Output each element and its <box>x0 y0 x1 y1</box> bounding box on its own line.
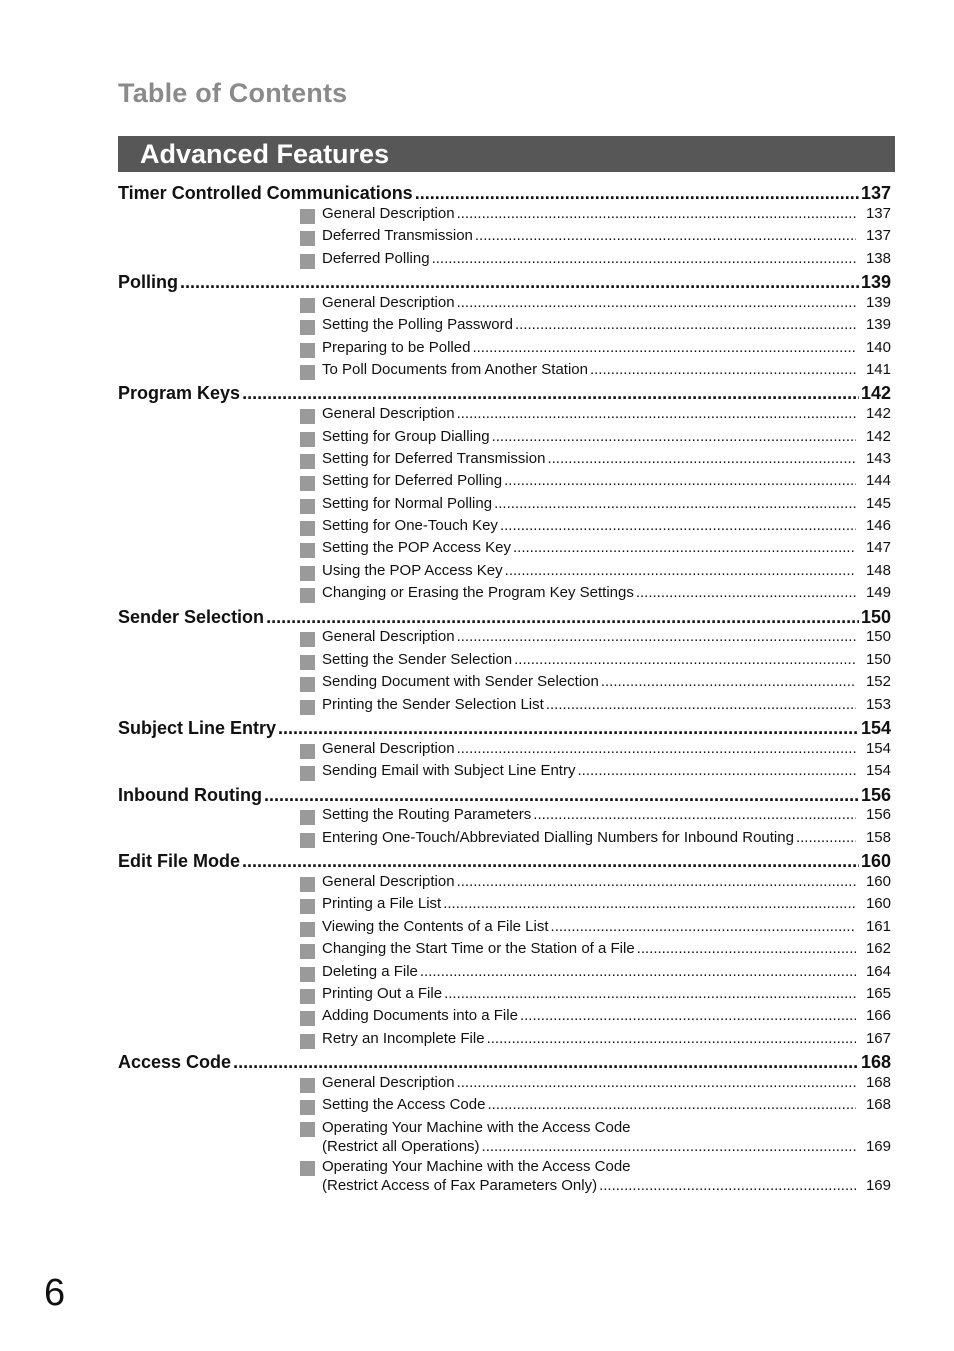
toc-subentry[interactable] <box>300 428 891 450</box>
bullet-square-icon <box>300 700 315 715</box>
dot-leader <box>233 1052 859 1073</box>
toc-subentry[interactable] <box>300 294 891 316</box>
toc-subentry[interactable] <box>300 472 891 494</box>
section-title: Program Keys <box>118 383 241 404</box>
subentry-page-number: 139 <box>865 293 891 311</box>
subentry-title: General Description <box>322 204 455 222</box>
subentry-page-number: 142 <box>865 427 891 445</box>
subentry-title: Setting for One-Touch Key <box>322 517 498 535</box>
bullet-square-icon <box>300 833 315 848</box>
dot-leader <box>590 361 856 378</box>
subentry-title: General Description <box>322 628 455 646</box>
toc-subentry[interactable] <box>300 562 891 584</box>
bullet-square-icon <box>300 521 315 536</box>
toc-subentry[interactable] <box>300 696 891 718</box>
section-page-number: 142 <box>860 383 891 404</box>
toc-subentry[interactable] <box>300 651 891 673</box>
dot-leader <box>482 1138 856 1155</box>
subentry-page-number: 150 <box>865 650 891 668</box>
section-title: Subject Line Entry <box>118 718 277 738</box>
subentry-title: Changing or Erasing the Program Key Settings <box>322 584 634 602</box>
dot-leader <box>443 895 856 912</box>
toc-subentry[interactable] <box>300 806 891 828</box>
toc-subentry[interactable] <box>300 227 891 249</box>
bullet-square-icon <box>300 566 315 581</box>
toc-subentry[interactable] <box>300 495 891 517</box>
dot-leader <box>513 539 856 556</box>
subentry-page-number: 168 <box>865 1073 891 1091</box>
subentry-page-number: 145 <box>865 494 891 512</box>
dot-leader <box>505 562 856 579</box>
subentry-title: Printing a File List <box>322 895 442 913</box>
subentry-title: Setting the Access Code <box>322 1096 486 1114</box>
bullet-square-icon <box>300 454 315 469</box>
bullet-square-icon <box>300 320 315 335</box>
toc-section-entry[interactable] <box>118 785 891 807</box>
toc-section-entry[interactable] <box>118 851 891 873</box>
subentry-title: Sending Document with Sender Selection <box>322 673 599 691</box>
subentry-title: Sending Email with Subject Line Entry <box>322 762 576 780</box>
dot-leader <box>546 696 856 713</box>
bullet-square-icon <box>300 231 315 246</box>
dot-leader <box>180 272 859 293</box>
bullet-square-icon <box>300 343 315 358</box>
chapter-title: Advanced Features <box>140 139 390 169</box>
subentry-title: Deleting a File <box>322 962 418 980</box>
subentry-title: Setting for Normal Polling <box>322 494 493 512</box>
toc-subentry[interactable] <box>300 1074 891 1096</box>
toc-subentry-continuation[interactable] <box>322 1177 891 1197</box>
section-title: Sender Selection <box>118 606 265 627</box>
subentry-page-number: 150 <box>865 628 891 646</box>
bullet-square-icon <box>300 209 315 224</box>
bullet-square-icon <box>300 1034 315 1049</box>
dot-leader <box>500 517 856 534</box>
dot-leader <box>432 250 856 267</box>
bullet-square-icon <box>300 499 315 514</box>
bullet-square-icon <box>300 877 315 892</box>
subentry-page-number: 140 <box>865 338 891 356</box>
subentry-page-number: 168 <box>865 1096 891 1114</box>
toc-subentry[interactable] <box>300 1119 891 1138</box>
toc-subentry[interactable] <box>300 1007 891 1029</box>
toc-subentry[interactable] <box>300 339 891 361</box>
subentry-page-number: 146 <box>865 517 891 535</box>
subentry-title: Setting the Routing Parameters <box>322 806 532 824</box>
subentry-title: Viewing the Contents of a File List <box>322 917 549 935</box>
dot-leader <box>278 718 859 739</box>
section-title: Inbound Routing <box>118 784 262 805</box>
section-title: Timer Controlled Communications <box>118 183 413 203</box>
toc-section-entry[interactable] <box>118 1052 891 1074</box>
toc-subentry[interactable] <box>300 829 891 851</box>
bullet-square-icon <box>300 899 315 914</box>
toc-subentry[interactable] <box>300 405 891 427</box>
bullet-square-icon <box>300 655 315 670</box>
subentry-title: Adding Documents into a File <box>322 1007 518 1025</box>
bullet-square-icon <box>300 632 315 647</box>
bullet-square-icon <box>300 254 315 269</box>
section-page-number: 150 <box>860 606 891 627</box>
toc-subentry[interactable] <box>300 985 891 1007</box>
subentry-title: Setting the POP Access Key <box>322 539 511 557</box>
subentry-title: Operating Your Machine with the Access Code <box>322 1118 631 1136</box>
section-page-number: 156 <box>860 784 891 805</box>
subentry-page-number: 137 <box>865 227 891 245</box>
section-page-number: 168 <box>860 1052 891 1073</box>
bullet-square-icon <box>300 1078 315 1093</box>
subentry-page-number: 167 <box>865 1029 891 1047</box>
dot-leader <box>492 428 856 445</box>
bullet-square-icon <box>300 989 315 1004</box>
subentry-page-number: 166 <box>865 1007 891 1025</box>
dot-leader <box>533 806 856 823</box>
subentry-page-number: 142 <box>865 405 891 423</box>
subentry-page-number: 162 <box>865 940 891 958</box>
bullet-square-icon <box>300 365 315 380</box>
subentry-page-number: 143 <box>865 449 891 467</box>
dot-leader <box>487 1030 856 1047</box>
toc-subentry[interactable] <box>300 963 891 985</box>
subentry-title-continued: (Restrict Access of Fax Parameters Only) <box>322 1176 598 1194</box>
subentry-title: Preparing to be Polled <box>322 338 471 356</box>
bullet-square-icon <box>300 1100 315 1115</box>
subentry-title: Setting for Deferred Polling <box>322 472 503 490</box>
subentry-title: General Description <box>322 739 455 757</box>
toc-section-entry[interactable] <box>118 607 891 629</box>
dot-leader <box>266 607 859 628</box>
toc-subentry[interactable] <box>300 539 891 561</box>
toc-section-entry[interactable] <box>118 718 891 740</box>
subentry-page-number: 148 <box>865 561 891 579</box>
subentry-title: Changing the Start Time or the Station of a File <box>322 940 635 958</box>
dot-leader <box>457 873 856 890</box>
toc-subentry[interactable] <box>300 895 891 917</box>
subentry-title: Setting for Group Dialling <box>322 427 490 445</box>
subentry-page-number: 165 <box>865 984 891 1002</box>
section-title: Access Code <box>118 1052 232 1073</box>
subentry-title: Printing the Sender Selection List <box>322 695 544 713</box>
dot-leader <box>457 740 856 757</box>
subentry-title: General Description <box>322 405 455 423</box>
dot-leader <box>494 495 856 512</box>
toc-subentry[interactable] <box>300 316 891 338</box>
subentry-page-number: 144 <box>865 472 891 490</box>
subentry-title: Setting the Sender Selection <box>322 650 513 668</box>
dot-leader <box>457 294 856 311</box>
subentry-page-number: 137 <box>865 204 891 222</box>
dot-leader <box>551 918 856 935</box>
dot-leader <box>264 785 859 806</box>
toc-subentry[interactable] <box>300 762 891 784</box>
chapter-banner <box>118 136 895 172</box>
subentry-title: Entering One-Touch/Abbreviated Dialling Numbers for Inbound Routing <box>322 828 794 846</box>
dot-leader <box>601 673 856 690</box>
toc-subentry[interactable] <box>300 740 891 762</box>
bullet-square-icon <box>300 543 315 558</box>
dot-leader <box>472 339 856 356</box>
subentry-page-number: 169 <box>865 1137 891 1155</box>
subentry-title: Deferred Polling <box>322 249 430 267</box>
dot-leader <box>796 829 856 846</box>
toc-subentry[interactable] <box>300 918 891 940</box>
bullet-square-icon <box>300 677 315 692</box>
subentry-title: To Poll Documents from Another Station <box>322 360 588 378</box>
toc-subentry[interactable] <box>300 628 891 650</box>
dot-leader <box>457 1074 856 1091</box>
dot-leader <box>547 450 856 467</box>
toc-subentry[interactable] <box>300 940 891 962</box>
section-page-number: 160 <box>860 851 891 872</box>
dot-leader <box>475 227 856 244</box>
subentry-page-number: 161 <box>865 917 891 935</box>
bullet-square-icon <box>300 432 315 447</box>
dot-leader <box>242 851 859 872</box>
subentry-page-number: 138 <box>865 249 891 267</box>
toc-subentry[interactable] <box>300 873 891 895</box>
dot-leader <box>444 985 856 1002</box>
subentry-title: Using the POP Access Key <box>322 561 503 579</box>
toc-subentry[interactable] <box>300 205 891 227</box>
subentry-page-number: 149 <box>865 584 891 602</box>
dot-leader <box>599 1177 856 1194</box>
subentry-title: General Description <box>322 872 455 890</box>
subentry-title: Setting for Deferred Transmission <box>322 449 546 467</box>
section-title: Polling <box>118 271 178 292</box>
section-page-number: 154 <box>860 718 891 738</box>
toc-subentry[interactable] <box>300 250 891 272</box>
subentry-page-number: 153 <box>865 695 891 713</box>
subentry-page-number: 154 <box>865 762 891 780</box>
dot-leader <box>636 584 856 601</box>
dot-leader <box>457 628 856 645</box>
bullet-square-icon <box>300 922 315 937</box>
subentry-title: Retry an Incomplete File <box>322 1029 485 1047</box>
dot-leader <box>504 472 856 489</box>
subentry-title: Operating Your Machine with the Access Code <box>322 1157 631 1175</box>
subentry-title: Deferred Transmission <box>322 227 473 245</box>
dot-leader <box>242 383 859 404</box>
bullet-square-icon <box>300 944 315 959</box>
bullet-square-icon <box>300 588 315 603</box>
bullet-square-icon <box>300 409 315 424</box>
bullet-square-icon <box>300 810 315 825</box>
dot-leader <box>487 1096 856 1113</box>
dot-leader <box>515 316 856 333</box>
bullet-square-icon <box>300 766 315 781</box>
toc-subentry[interactable] <box>300 450 891 472</box>
bullet-square-icon <box>300 1122 315 1137</box>
subentry-page-number: 160 <box>865 872 891 890</box>
toc-subentry[interactable] <box>300 1030 891 1052</box>
subentry-title: Setting the Polling Password <box>322 316 513 334</box>
dot-leader <box>514 651 856 668</box>
bullet-square-icon <box>300 967 315 982</box>
subentry-page-number: 139 <box>865 316 891 334</box>
subentry-page-number: 156 <box>865 806 891 824</box>
bullet-square-icon <box>300 1011 315 1026</box>
table-of-contents <box>118 183 891 1197</box>
subentry-page-number: 160 <box>865 895 891 913</box>
bullet-square-icon <box>300 744 315 759</box>
subentry-page-number: 141 <box>865 360 891 378</box>
subentry-page-number: 154 <box>865 739 891 757</box>
toc-subentry[interactable] <box>300 1158 891 1177</box>
subentry-page-number: 147 <box>865 539 891 557</box>
section-title: Edit File Mode <box>118 851 241 872</box>
dot-leader <box>520 1007 856 1024</box>
bullet-square-icon <box>300 298 315 313</box>
subentry-page-number: 158 <box>865 828 891 846</box>
subentry-title: Printing Out a File <box>322 984 443 1002</box>
bullet-square-icon <box>300 1161 315 1176</box>
section-page-number: 139 <box>860 271 891 292</box>
subentry-page-number: 152 <box>865 673 891 691</box>
subentry-title: General Description <box>322 1073 455 1091</box>
toc-section-entry[interactable] <box>118 183 891 205</box>
toc-subentry[interactable] <box>300 517 891 539</box>
bullet-square-icon <box>300 476 315 491</box>
page-number: 6 <box>44 1272 66 1314</box>
toc-subentry[interactable] <box>300 673 891 695</box>
page-title: Table of Contents <box>118 78 348 108</box>
toc-subentry[interactable] <box>300 1096 891 1118</box>
dot-leader <box>637 940 856 957</box>
subentry-page-number: 169 <box>865 1176 891 1194</box>
toc-subentry[interactable] <box>300 361 891 383</box>
subentry-title-continued: (Restrict all Operations) <box>322 1137 480 1155</box>
dot-leader <box>457 405 856 422</box>
toc-section-entry[interactable] <box>118 272 891 294</box>
toc-section-entry[interactable] <box>118 383 891 405</box>
dot-leader <box>577 762 855 779</box>
subentry-page-number: 164 <box>865 962 891 980</box>
toc-subentry[interactable] <box>300 584 891 606</box>
toc-subentry-continuation[interactable] <box>322 1138 891 1158</box>
dot-leader <box>457 205 856 222</box>
section-page-number: 137 <box>860 183 891 203</box>
dot-leader <box>420 963 856 980</box>
subentry-title: General Description <box>322 293 455 311</box>
dot-leader <box>415 183 859 204</box>
